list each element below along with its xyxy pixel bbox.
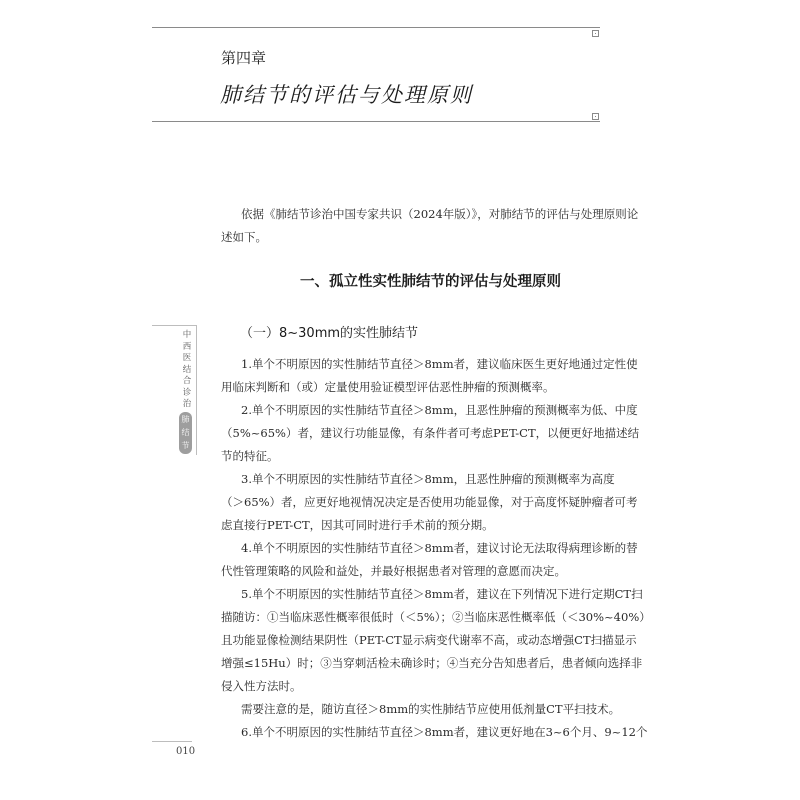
intro-line: 依据《肺结节诊治中国专家共识（2024年版）》，对肺结节的评估与处理原则论	[241, 207, 639, 221]
paragraph-line: 用临床判断和（或）定量使用验证模型评估恶性肿瘤的预测概率。	[221, 380, 555, 394]
header-bottom-rule	[152, 121, 600, 122]
chapter-label: 第四章	[221, 49, 267, 67]
list-item	[221, 353, 638, 399]
paragraph-line: 虑直接行PET-CT，因其可同时进行手术前的预分期。	[221, 518, 494, 532]
footer-rule	[152, 741, 192, 742]
header-top-rule	[152, 27, 600, 28]
paragraph-line: 5.单个不明原因的实性肺结节直径＞8mm者，建议在下列情况下进行定期CT扫	[241, 587, 643, 601]
header-bottom-corner-ornament	[592, 113, 599, 120]
paragraph-line: 描随访：①当临床恶性概率很低时（＜5%）；②当临床恶性概率低（＜30%~40%）	[221, 610, 651, 624]
list-item	[221, 721, 648, 744]
sidebar-top-rule	[152, 325, 197, 326]
list-item	[221, 468, 638, 537]
paragraph-line: 需要注意的是，随访直径＞8mm的实性肺结节应使用低剂量CT平扫技术。	[241, 702, 621, 716]
page-number: 010	[176, 746, 196, 757]
paragraph-line: 节的特征。	[221, 449, 279, 463]
paragraph-line: （5%~65%）者，建议行功能显像，有条件者可考虑PET-CT，以便更好地描述结	[221, 426, 640, 440]
paragraph-line: 3.单个不明原因的实性肺结节直径＞8mm，且恶性肿瘤的预测概率为高度	[241, 472, 615, 486]
sidebar-book-title: 中西医结合诊治	[182, 330, 192, 409]
list-item	[221, 537, 638, 583]
paragraph-line: （＞65%）者，应更好地视情况决定是否使用功能显像，对于高度怀疑肿瘤者可考	[221, 495, 638, 509]
intro-line: 述如下。	[221, 230, 267, 244]
paragraph-line: 侵入性方法时。	[221, 679, 302, 693]
list-item	[221, 583, 651, 698]
paragraph-line: 且功能显像检测结果阴性（PET-CT显示病变代谢率不高，或动态增强CT扫描显示	[221, 633, 637, 647]
paragraph-line: 代性管理策略的风险和益处，并最好根据患者对管理的意愿而决定。	[221, 564, 566, 578]
chapter-title: 肺结节的评估与处理原则	[220, 83, 473, 107]
paragraph-line: 1.单个不明原因的实性肺结节直径＞8mm者，建议临床医生更好地通过定性使	[241, 357, 638, 371]
intro-paragraph	[221, 203, 639, 249]
paragraph-line: 2.单个不明原因的实性肺结节直径＞8mm，且恶性肿瘤的预测概率为低、中度	[241, 403, 638, 417]
paragraph-line: 4.单个不明原因的实性肺结节直径＞8mm者，建议讨论无法取得病理诊断的替	[241, 541, 638, 555]
note-paragraph	[221, 698, 621, 721]
section-title: 一、孤立性实性肺结节的评估与处理原则	[300, 273, 561, 290]
sidebar-seal: 肺结节	[179, 412, 192, 454]
paragraph-line: 增强≤15Hu）时；③当穿刺活检未确诊时；④当充分告知患者后，患者倾向选择非	[221, 656, 643, 670]
list-item	[221, 399, 640, 468]
paragraph-line: 6.单个不明原因的实性肺结节直径＞8mm者，建议更好地在3~6个月、9~12个	[241, 725, 648, 739]
header-top-corner-ornament	[592, 30, 599, 37]
sidebar-divider	[196, 325, 197, 455]
subsection-title: （一）8~30mm的实性肺结节	[240, 326, 419, 341]
